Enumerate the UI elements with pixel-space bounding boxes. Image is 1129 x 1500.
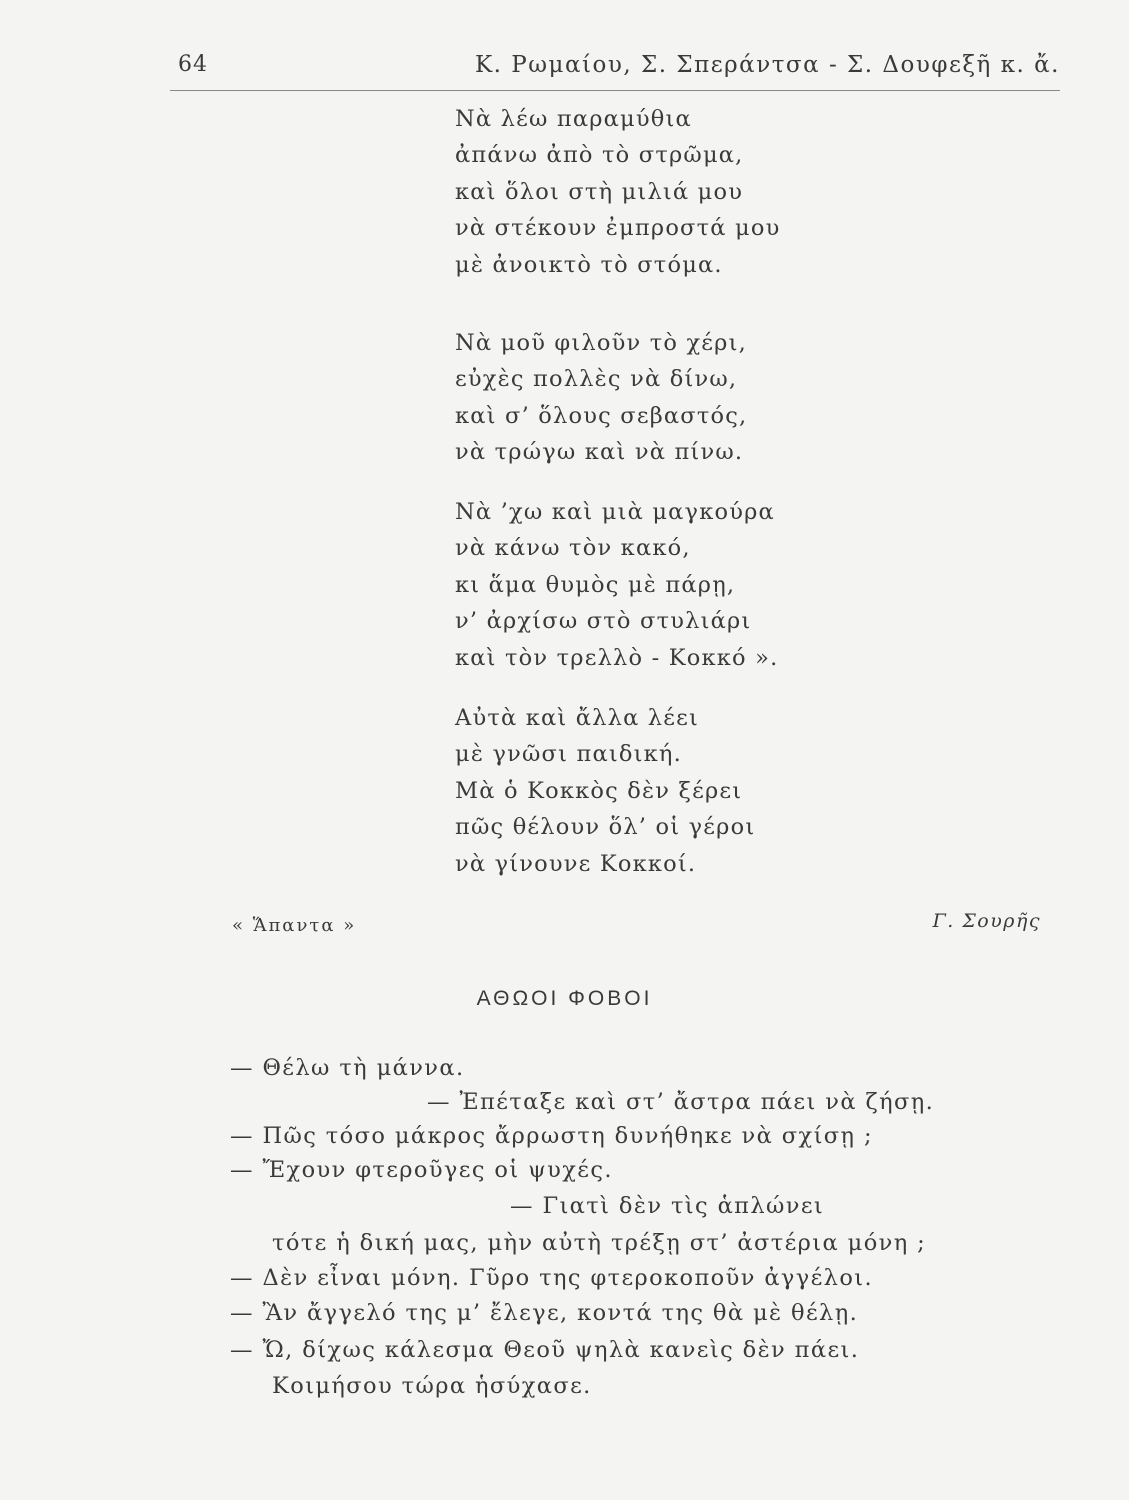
dialogue-line: — Δὲν εἶναι μόνη. Γῦρο της φτεροκοποῦν ἀγγέλοι. <box>230 1265 874 1291</box>
poem1-stanza-2 <box>455 325 747 471</box>
verse-line: Νὰ μοῦ φιλοῦν τὸ χέρι, <box>455 330 747 356</box>
poem-title: ΑΘΩΟΙ ΦΟΒΟΙ <box>476 987 653 1010</box>
poem1-stanza-1 <box>455 101 780 283</box>
verse-line: ν’ ἀρχίσω στὸ στυλιάρι <box>455 608 752 635</box>
page-header <box>170 52 1060 86</box>
verse-line: νὰ στέκουν ἐμπροστά μου <box>455 215 781 242</box>
poem1-stanza-4 <box>455 700 755 882</box>
dialogue-line: — Ὤ, δίχως κάλεσμα Θεοῦ ψηλὰ κανεὶς δὲν πάει. <box>230 1337 860 1363</box>
page-number: 64 <box>178 52 208 77</box>
dialogue-line: Κοιμήσου τώρα ἡσύχασε. <box>272 1373 592 1399</box>
dialogue-line: — Ἔχουν φτεροῦγες οἱ ψυχές. <box>230 1157 613 1183</box>
verse-line: νὰ γίνουνε Κοκκοί. <box>455 850 697 877</box>
verse-line: πῶς θέλουν ὅλ’ οἱ γέροι <box>455 814 756 841</box>
dialogue-line: — Ἂν ἄγγελό της μ’ ἔλεγε, κοντά της θὰ μὲ θέλῃ. <box>230 1300 859 1326</box>
dialogue-line: — Γιατὶ δὲν τὶς ἁπλώνει <box>510 1193 825 1219</box>
verse-line: κι ἅμα θυμὸς μὲ πάρῃ, <box>455 571 736 598</box>
verse-line: μὲ γνῶσι παιδική. <box>455 741 682 768</box>
verse-line: μὲ ἀνοικτὸ τὸ στόμα. <box>455 251 723 278</box>
dialogue-line: — Πῶς τόσο μάκρος ἄρρωστη δυνήθηκε νὰ σχίσῃ ; <box>230 1123 873 1149</box>
verse-line: Αὐτὰ καὶ ἄλλα λέει <box>455 705 700 731</box>
dialogue-line: τότε ἡ δική μας, μὴν αὐτὴ τρέξῃ στ’ ἀστέρια μόνη ; <box>272 1230 927 1256</box>
verse-line: καὶ ὅλοι στὴ μιλιά μου <box>455 178 744 205</box>
dialogue-line: — Θέλω τὴ μάννα. <box>230 1055 465 1081</box>
verse-line: Νὰ ’χω καὶ μιὰ μαγκούρα <box>455 499 775 525</box>
header-rule <box>170 90 1060 91</box>
verse-line: νὰ τρώγω καὶ νὰ πίνω. <box>455 439 744 466</box>
verse-line: ἀπάνω ἀπὸ τὸ στρῶμα, <box>455 142 744 169</box>
poem1-stanza-3 <box>455 494 778 676</box>
verse-line: νὰ κάνω τὸν κακό, <box>455 535 691 562</box>
dialogue-line: — Ἐπέταξε καὶ στ’ ἄστρα πάει νὰ ζήσῃ. <box>427 1089 935 1115</box>
verse-line: εὐχὲς πολλὲς νὰ δίνω, <box>455 366 738 393</box>
verse-line: Νὰ λέω παραμύθια <box>455 106 692 132</box>
running-head: Κ. Ρωμαίου, Σ. Σπεράντσα - Σ. Δουφεξῆ κ. ἄ. <box>475 52 1060 78</box>
verse-line: καὶ σ’ ὅλους σεβαστός, <box>455 402 748 429</box>
poem-author: Γ. Σουρῆς <box>932 910 1041 932</box>
source-citation: « Ἅπαντα » <box>232 915 357 936</box>
verse-line: Μὰ ὁ Κοκκὸς δὲν ξέρει <box>455 777 743 804</box>
verse-line: καὶ τὸν τρελλὸ - Κοκκό ». <box>455 644 779 671</box>
